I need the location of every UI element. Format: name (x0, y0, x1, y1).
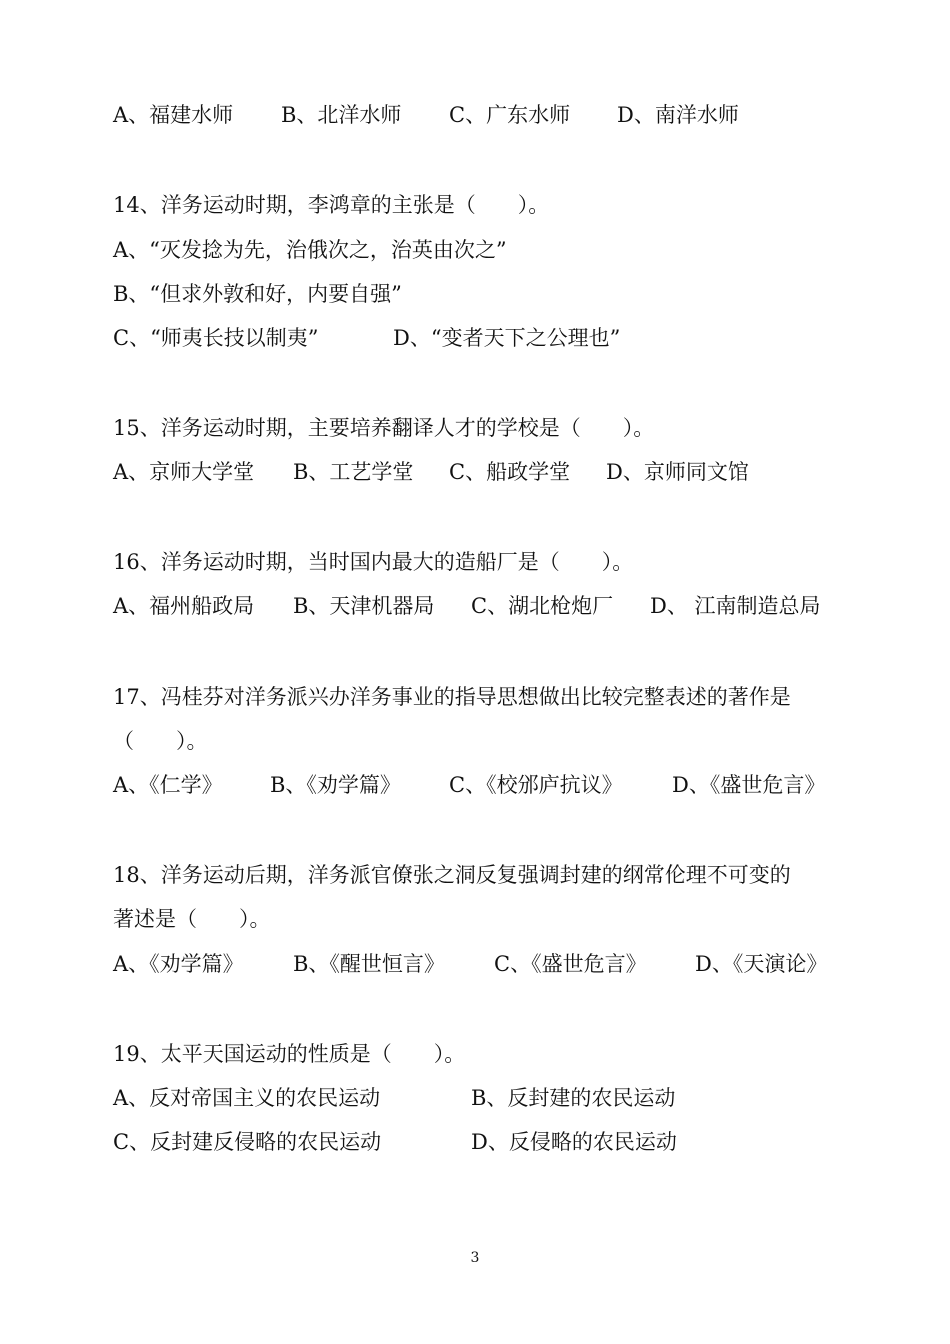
option-d: D、“变者天下之公理也” (393, 326, 621, 350)
question-stem: 19、太平天国运动的性质是（ ）。 (113, 1042, 466, 1066)
option-d: D、《天演论》 (695, 952, 828, 976)
option-d: D、南洋水师 (617, 103, 739, 127)
question-stem: 14、洋务运动时期，李鸿章的主张是（ ）。 (113, 193, 550, 217)
option-d: D、《盛世危言》 (672, 773, 826, 797)
option-a: A、反对帝国主义的农民运动 (113, 1086, 381, 1110)
option-b: B、《醒世恒言》 (293, 952, 445, 976)
option-a: A、京师大学堂 (113, 460, 255, 484)
option-a: A、福州船政局 (113, 594, 255, 618)
option-b: B、《劝学篇》 (270, 773, 401, 797)
option-a: A、福建水师 (113, 103, 234, 127)
page-number: 3 (470, 1250, 480, 1266)
option-b: B、反封建的农民运动 (471, 1086, 676, 1110)
option-a: A、《仁学》 (113, 773, 223, 797)
option-b: B、北洋水师 (281, 103, 402, 127)
option-a: A、《劝学篇》 (113, 952, 244, 976)
option-c: C、反封建反侵略的农民运动 (113, 1130, 382, 1154)
option-d: D、京师同文馆 (606, 460, 749, 484)
question-stem-continued: （ ）。 (113, 729, 208, 753)
option-b: B、工艺学堂 (293, 460, 414, 484)
question-stem-continued: 著述是（ ）。 (113, 907, 271, 931)
option-a: A、“灭发捻为先，治俄次之，治英由次之” (113, 238, 507, 262)
option-c: C、《校邠庐抗议》 (449, 773, 623, 797)
option-c: C、“师夷长技以制夷” (113, 326, 319, 350)
option-b: B、“但求外敦和好，内要自强” (113, 282, 402, 306)
option-c: C、湖北枪炮厂 (471, 594, 614, 618)
question-stem: 16、洋务运动时期，当时国内最大的造船厂是（ ）。 (113, 550, 634, 574)
option-d: D、反侵略的农民运动 (471, 1130, 677, 1154)
question-stem: 17、冯桂芬对洋务派兴办洋务事业的指导思想做出比较完整表述的著作是 (113, 685, 791, 709)
option-c: C、《盛世危言》 (494, 952, 647, 976)
option-d: D、 江南制造总局 (650, 594, 821, 618)
option-c: C、广东水师 (449, 103, 571, 127)
question-stem: 15、洋务运动时期，主要培养翻译人才的学校是（ ）。 (113, 416, 655, 440)
option-c: C、船政学堂 (449, 460, 571, 484)
option-b: B、天津机器局 (293, 594, 435, 618)
question-stem: 18、洋务运动后期，洋务派官僚张之洞反复强调封建的纲常伦理不可变的 (113, 863, 791, 887)
